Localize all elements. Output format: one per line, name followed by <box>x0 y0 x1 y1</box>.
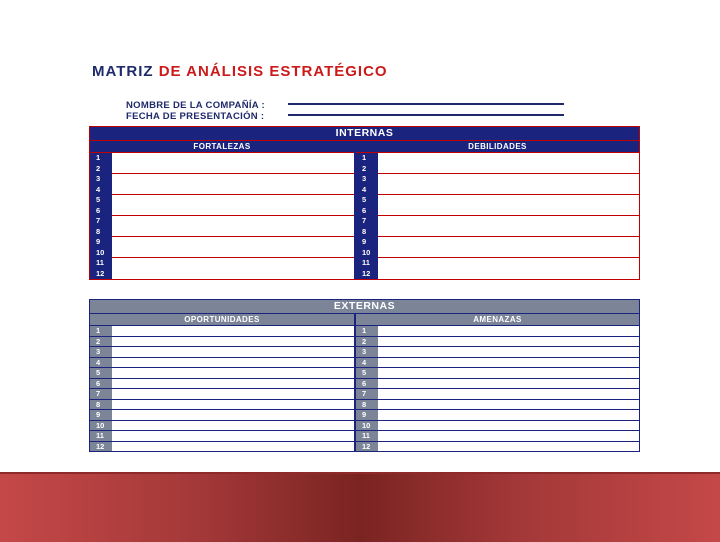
matrix-row <box>90 248 354 259</box>
row-number: 10 <box>356 420 378 431</box>
internas-column-headers <box>90 141 639 152</box>
page-title <box>92 63 388 80</box>
entry-cell[interactable] <box>112 388 354 399</box>
row-number: 3 <box>90 346 112 357</box>
fortalezas-header: FORTALEZAS <box>90 141 354 152</box>
entry-cell[interactable] <box>378 174 639 185</box>
entry-cell[interactable] <box>378 248 639 259</box>
matrix-row <box>356 325 639 336</box>
matrix-row <box>356 164 639 175</box>
entry-cell[interactable] <box>112 336 354 347</box>
internas-heading: INTERNAS <box>90 127 639 141</box>
entry-cell[interactable] <box>378 227 639 238</box>
entry-cell[interactable] <box>378 185 639 196</box>
oportunidades-list <box>90 325 354 451</box>
entry-cell[interactable] <box>112 399 354 410</box>
matrix-row <box>90 174 354 185</box>
row-number: 9 <box>90 409 112 420</box>
matrix-row <box>90 378 354 389</box>
matrix-row <box>90 430 354 441</box>
row-number: 1 <box>356 153 378 164</box>
entry-cell[interactable] <box>112 258 354 269</box>
matrix-row <box>356 185 639 196</box>
date-label: FECHA DE PRESENTACIÓN : <box>126 111 265 122</box>
entry-cell[interactable] <box>378 399 639 410</box>
row-number: 10 <box>356 248 378 259</box>
matrix-row <box>356 174 639 185</box>
entry-cell[interactable] <box>112 269 354 280</box>
row-number: 12 <box>356 269 378 280</box>
row-number: 5 <box>356 195 378 206</box>
entry-cell[interactable] <box>112 153 354 164</box>
row-number: 2 <box>90 164 112 175</box>
title-part-matriz: MATRIZ <box>92 63 154 80</box>
row-number: 6 <box>356 206 378 217</box>
entry-cell[interactable] <box>112 206 354 217</box>
row-number: 7 <box>90 216 112 227</box>
entry-cell[interactable] <box>378 195 639 206</box>
row-number: 1 <box>90 153 112 164</box>
entry-cell[interactable] <box>378 164 639 175</box>
matrix-row <box>356 388 639 399</box>
entry-cell[interactable] <box>112 367 354 378</box>
matrix-row <box>90 195 354 206</box>
entry-cell[interactable] <box>378 357 639 368</box>
debilidades-header: DEBILIDADES <box>356 141 639 152</box>
matrix-row <box>356 269 639 280</box>
entry-cell[interactable] <box>112 346 354 357</box>
matrix-row <box>356 346 639 357</box>
matrix-row <box>356 248 639 259</box>
matrix-row <box>356 399 639 410</box>
matrix-row <box>356 216 639 227</box>
row-number: 6 <box>90 206 112 217</box>
amenazas-header: AMENAZAS <box>356 313 639 325</box>
matrix-row <box>356 409 639 420</box>
entry-cell[interactable] <box>378 258 639 269</box>
matrix-row <box>90 216 354 227</box>
externas-matrix <box>89 299 640 452</box>
row-number: 12 <box>356 441 378 452</box>
row-number: 3 <box>90 174 112 185</box>
entry-cell[interactable] <box>378 336 639 347</box>
entry-cell[interactable] <box>378 153 639 164</box>
matrix-row <box>356 378 639 389</box>
matrix-row <box>90 206 354 217</box>
matrix-row <box>90 227 354 238</box>
matrix-row <box>356 237 639 248</box>
entry-cell[interactable] <box>378 325 639 336</box>
row-number: 2 <box>356 336 378 347</box>
entry-cell[interactable] <box>378 346 639 357</box>
row-number: 1 <box>90 325 112 336</box>
entry-cell[interactable] <box>112 195 354 206</box>
row-number: 8 <box>356 399 378 410</box>
row-number: 3 <box>356 346 378 357</box>
row-number: 4 <box>356 185 378 196</box>
company-input-line[interactable] <box>288 103 564 105</box>
matrix-row <box>90 237 354 248</box>
entry-cell[interactable] <box>378 206 639 217</box>
matrix-row <box>90 258 354 269</box>
entry-cell[interactable] <box>112 357 354 368</box>
entry-cell[interactable] <box>378 237 639 248</box>
row-number: 6 <box>90 378 112 389</box>
row-number: 10 <box>90 248 112 259</box>
row-number: 4 <box>90 357 112 368</box>
row-number: 4 <box>90 185 112 196</box>
entry-cell[interactable] <box>112 248 354 259</box>
matrix-row <box>356 258 639 269</box>
row-number: 8 <box>90 399 112 410</box>
matrix-row <box>90 164 354 175</box>
entry-cell[interactable] <box>378 216 639 227</box>
row-number: 7 <box>356 388 378 399</box>
entry-cell[interactable] <box>112 420 354 431</box>
row-number: 9 <box>356 409 378 420</box>
row-number: 9 <box>356 237 378 248</box>
matrix-row <box>356 367 639 378</box>
row-number: 2 <box>356 164 378 175</box>
date-field <box>126 104 265 122</box>
entry-cell[interactable] <box>378 367 639 378</box>
entry-cell[interactable] <box>378 269 639 280</box>
row-number: 12 <box>90 441 112 452</box>
row-number: 11 <box>90 430 112 441</box>
entry-cell[interactable] <box>112 216 354 227</box>
matrix-row <box>90 388 354 399</box>
row-number: 3 <box>356 174 378 185</box>
matrix-row <box>356 227 639 238</box>
entry-cell[interactable] <box>112 325 354 336</box>
matrix-row <box>356 336 639 347</box>
row-number: 10 <box>90 420 112 431</box>
debilidades-list <box>356 152 639 279</box>
row-number: 5 <box>90 195 112 206</box>
matrix-row <box>356 420 639 431</box>
footer-bar <box>0 472 720 542</box>
matrix-row <box>90 367 354 378</box>
title-part-analisis: DE ANÁLISIS ESTRATÉGICO <box>158 63 388 80</box>
row-number: 5 <box>90 367 112 378</box>
entry-cell[interactable] <box>112 441 354 452</box>
entry-cell[interactable] <box>112 409 354 420</box>
matrix-row <box>356 441 639 452</box>
matrix-row <box>90 409 354 420</box>
oportunidades-header: OPORTUNIDADES <box>90 313 354 325</box>
row-number: 7 <box>90 388 112 399</box>
row-number: 1 <box>356 325 378 336</box>
matrix-row <box>90 420 354 431</box>
entry-cell[interactable] <box>112 185 354 196</box>
row-number: 5 <box>356 367 378 378</box>
matrix-row <box>90 153 354 164</box>
company-label: NOMBRE DE LA COMPAÑÍA : <box>126 100 266 111</box>
entry-cell[interactable] <box>112 227 354 238</box>
entry-cell[interactable] <box>378 388 639 399</box>
matrix-row <box>356 153 639 164</box>
entry-cell[interactable] <box>112 164 354 175</box>
entry-cell[interactable] <box>378 420 639 431</box>
row-number: 11 <box>356 258 378 269</box>
row-number: 2 <box>90 336 112 347</box>
externas-column-headers <box>90 313 639 325</box>
entry-cell[interactable] <box>378 409 639 420</box>
row-number: 7 <box>356 216 378 227</box>
entry-cell[interactable] <box>112 378 354 389</box>
row-number: 9 <box>90 237 112 248</box>
row-number: 4 <box>356 357 378 368</box>
matrix-row <box>90 399 354 410</box>
row-number: 8 <box>90 227 112 238</box>
matrix-row <box>90 346 354 357</box>
fortalezas-list <box>90 152 354 279</box>
entry-cell[interactable] <box>112 237 354 248</box>
matrix-row <box>356 206 639 217</box>
matrix-row <box>356 195 639 206</box>
amenazas-list <box>356 325 639 451</box>
row-number: 6 <box>356 378 378 389</box>
internas-matrix <box>89 126 640 280</box>
entry-cell[interactable] <box>378 430 639 441</box>
matrix-row <box>90 269 354 280</box>
entry-cell[interactable] <box>378 378 639 389</box>
row-number: 12 <box>90 269 112 280</box>
matrix-row <box>90 441 354 452</box>
matrix-row <box>90 357 354 368</box>
entry-cell[interactable] <box>112 430 354 441</box>
matrix-row <box>90 336 354 347</box>
row-number: 11 <box>356 430 378 441</box>
matrix-row <box>356 430 639 441</box>
date-input-line[interactable] <box>288 114 564 116</box>
row-number: 8 <box>356 227 378 238</box>
row-number: 11 <box>90 258 112 269</box>
matrix-row <box>90 185 354 196</box>
externas-heading: EXTERNAS <box>90 300 639 313</box>
matrix-row <box>356 357 639 368</box>
entry-cell[interactable] <box>112 174 354 185</box>
entry-cell[interactable] <box>378 441 639 452</box>
matrix-row <box>90 325 354 336</box>
